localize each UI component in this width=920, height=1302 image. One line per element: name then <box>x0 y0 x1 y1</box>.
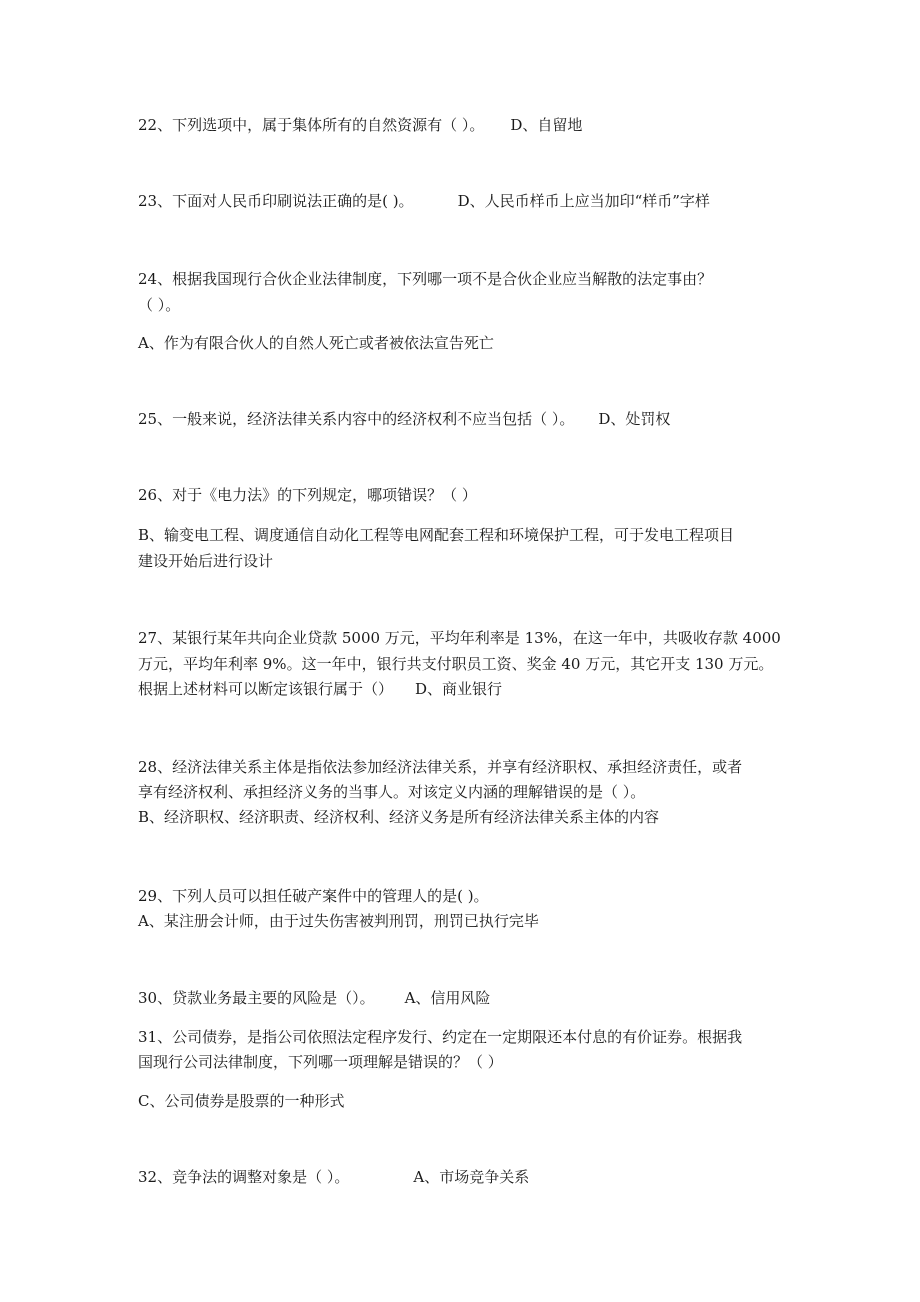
question-31-line-2: 国现行公司法律制度，下列哪一项理解是错误的？（ ） <box>138 1053 503 1071</box>
question-27-line-2: 万元，平均年利率 9%。这一年中，银行共支付职员工资、奖金 40 万元，其它开支 130 万元。 <box>138 655 774 673</box>
question-22 <box>138 115 788 135</box>
question-26-answer-line-2: 建设开始后进行设计 <box>138 552 274 570</box>
question-stem: 22、下列选项中，属于集体所有的自然资源有（ ）。 <box>138 116 485 134</box>
question-27-line-3 <box>138 679 788 699</box>
answer: D、人民币样币上应当加印“样币”字样 <box>457 192 710 210</box>
answer: D、处罚权 <box>598 410 671 428</box>
question-stem: 32、竞争法的调整对象是（ ）。 <box>138 1168 350 1186</box>
answer: D、商业银行 <box>415 680 503 698</box>
answer: A、信用风险 <box>404 989 491 1007</box>
question-31-line-1: 31、公司债券，是指公司依照法定程序发行、约定在一定期限还本付息的有价证券。根据我 <box>138 1028 743 1046</box>
answer: D、自留地 <box>510 116 583 134</box>
question-stem: 30、贷款业务最主要的风险是（）。 <box>138 989 375 1007</box>
question-29-answer: A、某注册会计师，由于过失伤害被判刑罚，刑罚已执行完毕 <box>138 912 539 930</box>
question-24-line-2: （ ）。 <box>138 296 181 314</box>
question-27-line-1: 27、某银行某年共向企业贷款 5000 万元，平均年利率是 13%，在这一年中，共吸收存款 4000 <box>138 629 781 647</box>
question-stem: 23、下面对人民币印刷说法正确的是( )。 <box>138 192 414 210</box>
question-26-stem: 26、对于《电力法》的下列规定，哪项错误？（ ） <box>138 486 477 504</box>
question-30 <box>138 988 788 1008</box>
question-32 <box>138 1167 788 1187</box>
question-28-line-1: 28、经济法律关系主体是指依法参加经济法律关系，并享有经济职权、承担经济责任，或者 <box>138 758 743 776</box>
question-stem: 根据上述材料可以断定该银行属于（） <box>138 680 394 698</box>
question-25 <box>138 409 788 429</box>
question-26-answer-line-1: B、输变电工程、调度通信自动化工程等电网配套工程和环境保护工程，可于发电工程项目 <box>138 526 735 544</box>
answer: A、市场竞争关系 <box>413 1168 530 1186</box>
question-23 <box>138 191 788 211</box>
question-28-line-2: 享有经济权利、承担经济义务的当事人。对该定义内涵的理解错误的是（ ）。 <box>138 783 646 801</box>
question-24-answer: A、作为有限合伙人的自然人死亡或者被依法宣告死亡 <box>138 334 494 352</box>
question-stem: 25、一般来说，经济法律关系内容中的经济权利不应当包括（ ）。 <box>138 410 575 428</box>
question-29-stem: 29、下列人员可以担任破产案件中的管理人的是( )。 <box>138 887 489 905</box>
question-31-answer: C、公司债券是股票的一种形式 <box>138 1092 345 1110</box>
question-28-answer: B、经济职权、经济职责、经济权利、经济义务是所有经济法律关系主体的内容 <box>138 808 660 826</box>
question-24-line-1: 24、根据我国现行合伙企业法律制度，下列哪一项不是合伙企业应当解散的法定事由？ <box>138 270 713 288</box>
